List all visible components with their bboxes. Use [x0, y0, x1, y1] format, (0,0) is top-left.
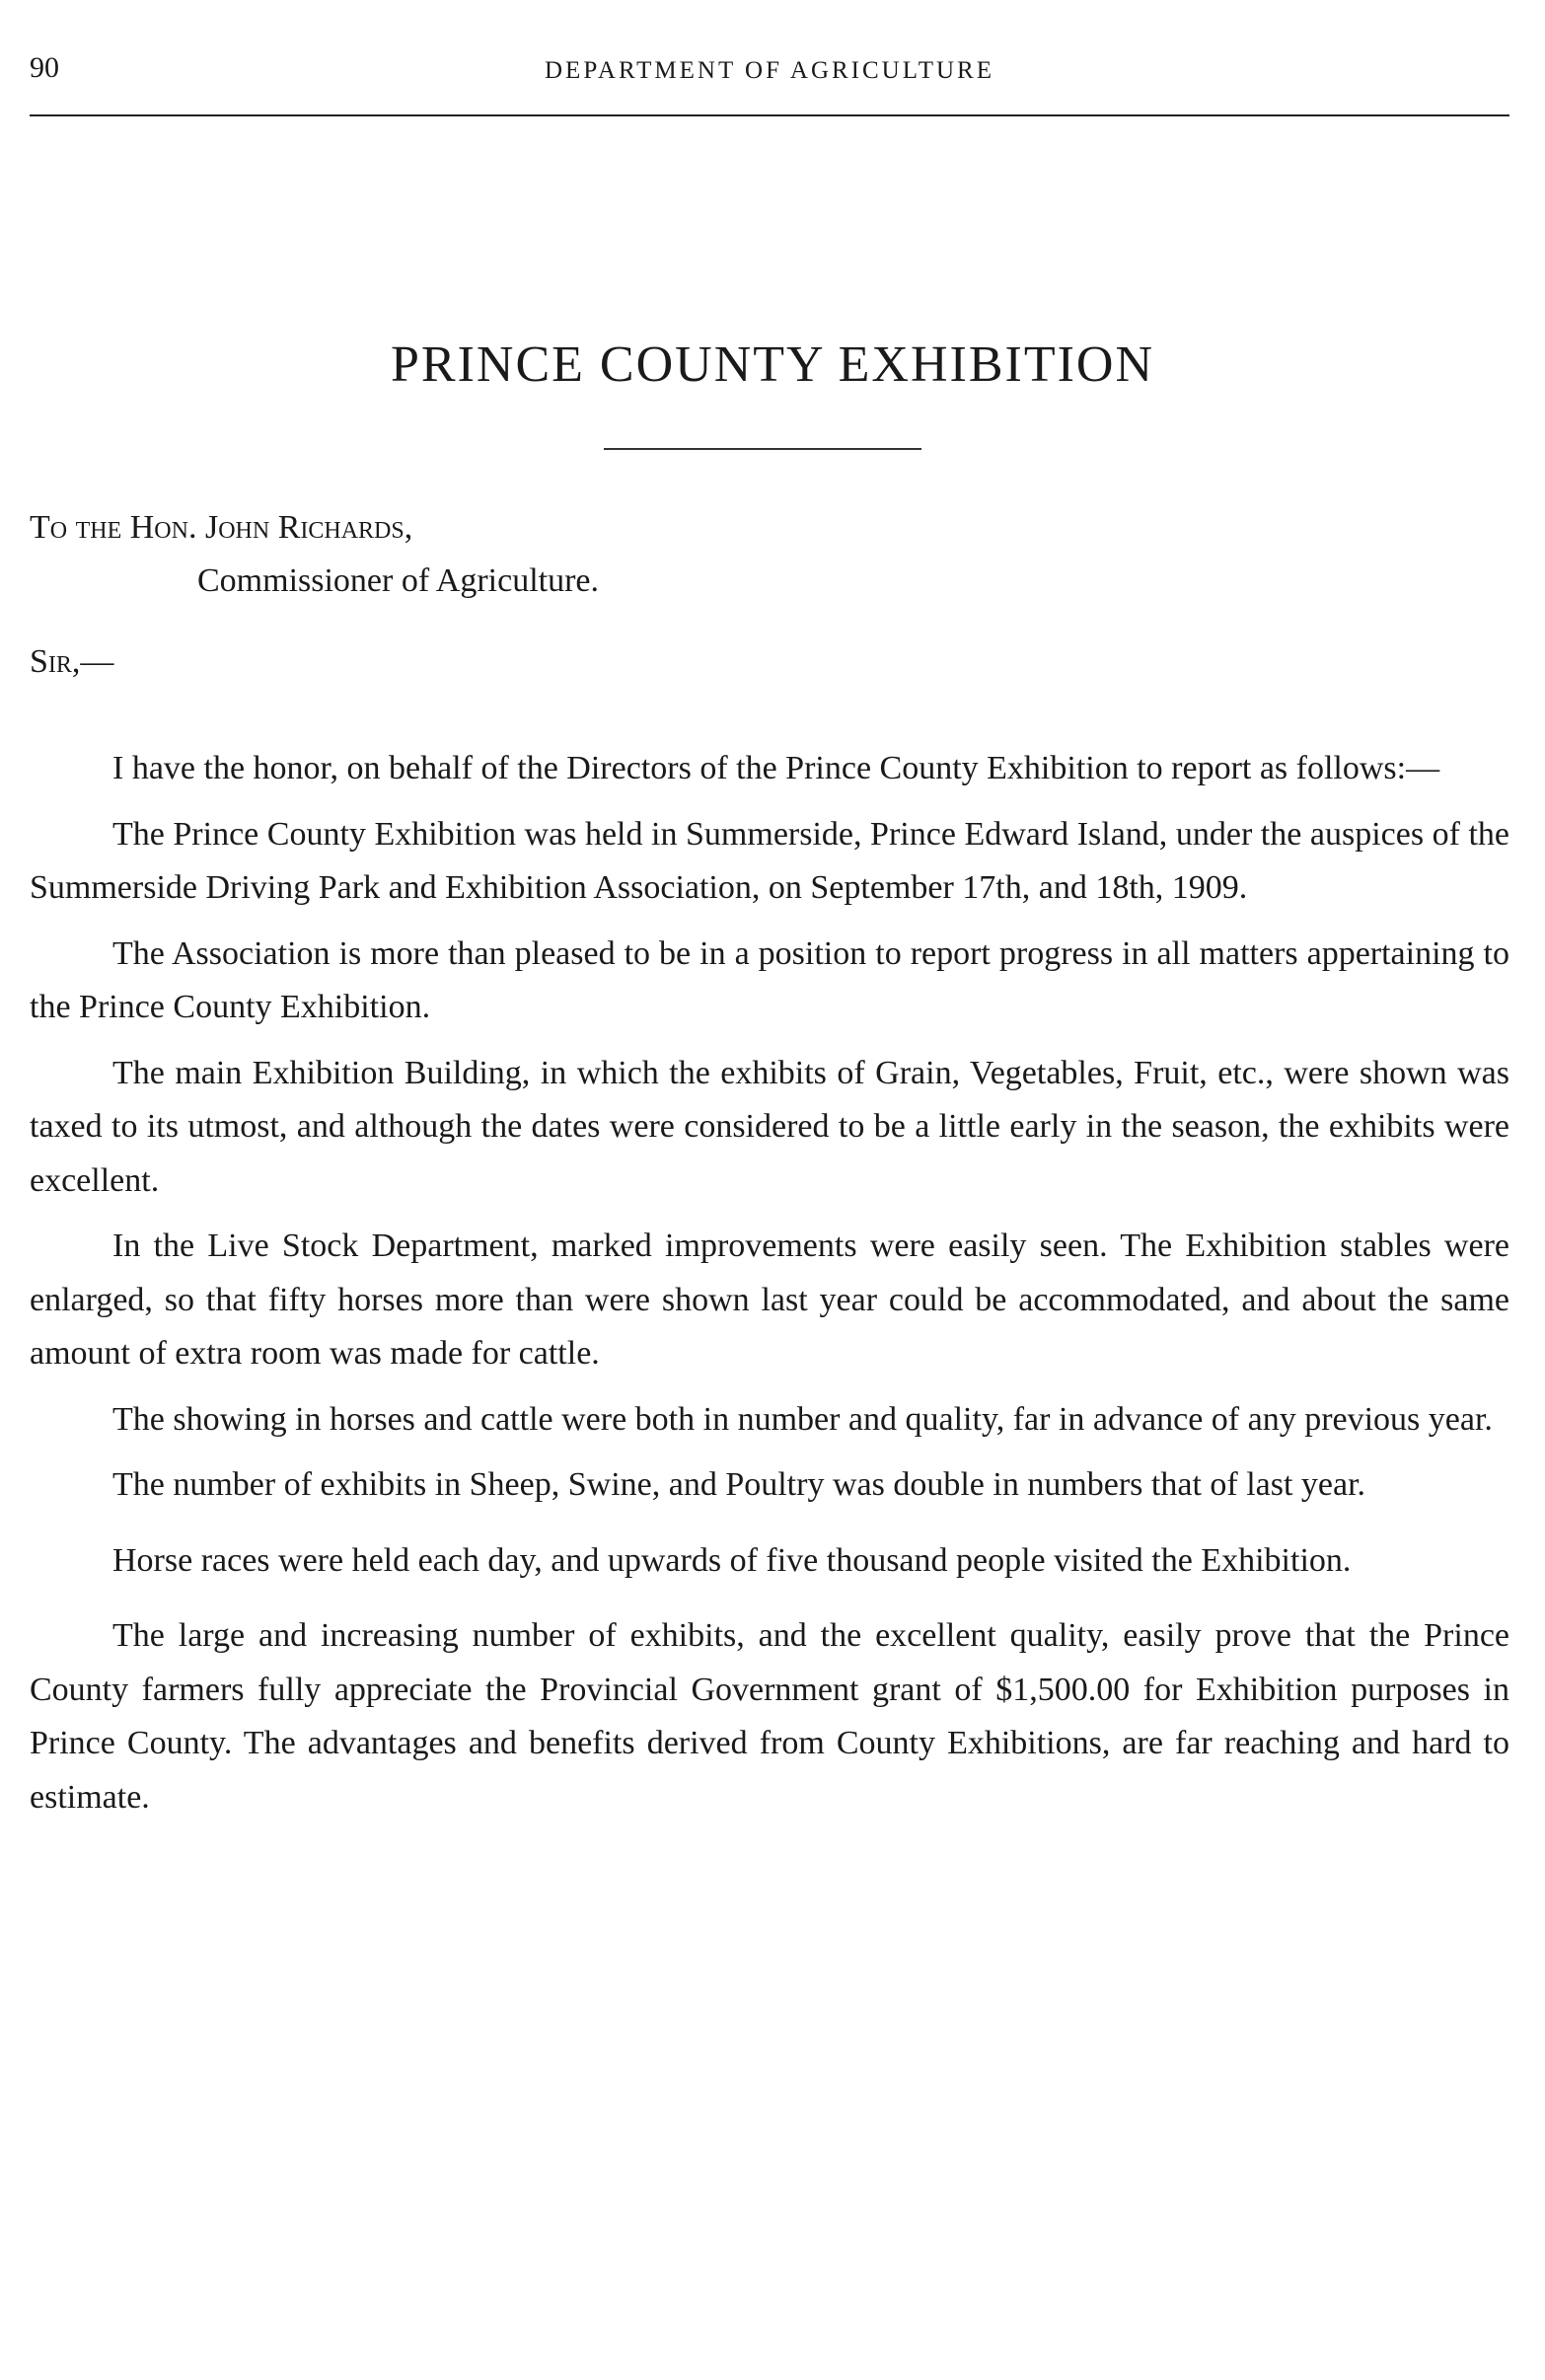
- paragraph: The Prince County Exhibition was held in Summerside, Prince Edward Island, under the auspices of the Summerside Driving Park and Exhibition Association, on September 17th, and 18th, 1909.: [30, 815, 1509, 906]
- salutation: Sir,—: [30, 643, 114, 680]
- addressee-block: [30, 501, 599, 608]
- page-title: PRINCE COUNTY EXHIBITION: [390, 336, 1155, 393]
- title-divider: [604, 448, 921, 450]
- running-head: [30, 51, 1509, 91]
- paragraph: The showing in horses and cattle were both in number and quality, far in advance of any previous year.: [112, 1400, 1493, 1438]
- running-title: DEPARTMENT OF AGRICULTURE: [545, 57, 994, 84]
- paragraph: Horse races were held each day, and upwards of five thousand people visited the Exhibition.: [112, 1541, 1352, 1579]
- header-divider: [30, 114, 1509, 116]
- paragraph: The main Exhibition Building, in which the exhibits of Grain, Vegetables, Fruit, etc., were shown was taxed to its utmost, and although the dates were considered to be a little early in the season, the exhibits were excellent.: [30, 1054, 1509, 1199]
- page-number: 90: [30, 51, 59, 84]
- paragraph: The large and increasing number of exhibits, and the excellent quality, easily prove that the Prince County farmers fully appreciate the Provincial Government grant of $1,500.00 for Exhibition purposes in Prince County. The advantages and benefits derived from County Exhibitions, are far reaching and hard to estimate.: [30, 1617, 1509, 1816]
- paragraph: I have the honor, on behalf of the Directors of the Prince County Exhibition to report as follows:—: [112, 750, 1440, 786]
- paragraph: The number of exhibits in Sheep, Swine, and Poultry was double in numbers that of last year.: [112, 1466, 1366, 1503]
- letter-body: [30, 742, 1509, 1824]
- addressee-line-1: To the Hon. John Richards,: [30, 509, 413, 546]
- addressee-line-2: Commissioner of Agriculture.: [197, 562, 600, 599]
- paragraph: The Association is more than pleased to be in a position to report progress in all matters appertaining to the Prince County Exhibition.: [30, 934, 1509, 1025]
- paragraph: In the Live Stock Department, marked improvements were easily seen. The Exhibition stables were enlarged, so that fifty horses more than were shown last year could be accommodated, and about the same amount of extra room was made for cattle.: [30, 1227, 1509, 1372]
